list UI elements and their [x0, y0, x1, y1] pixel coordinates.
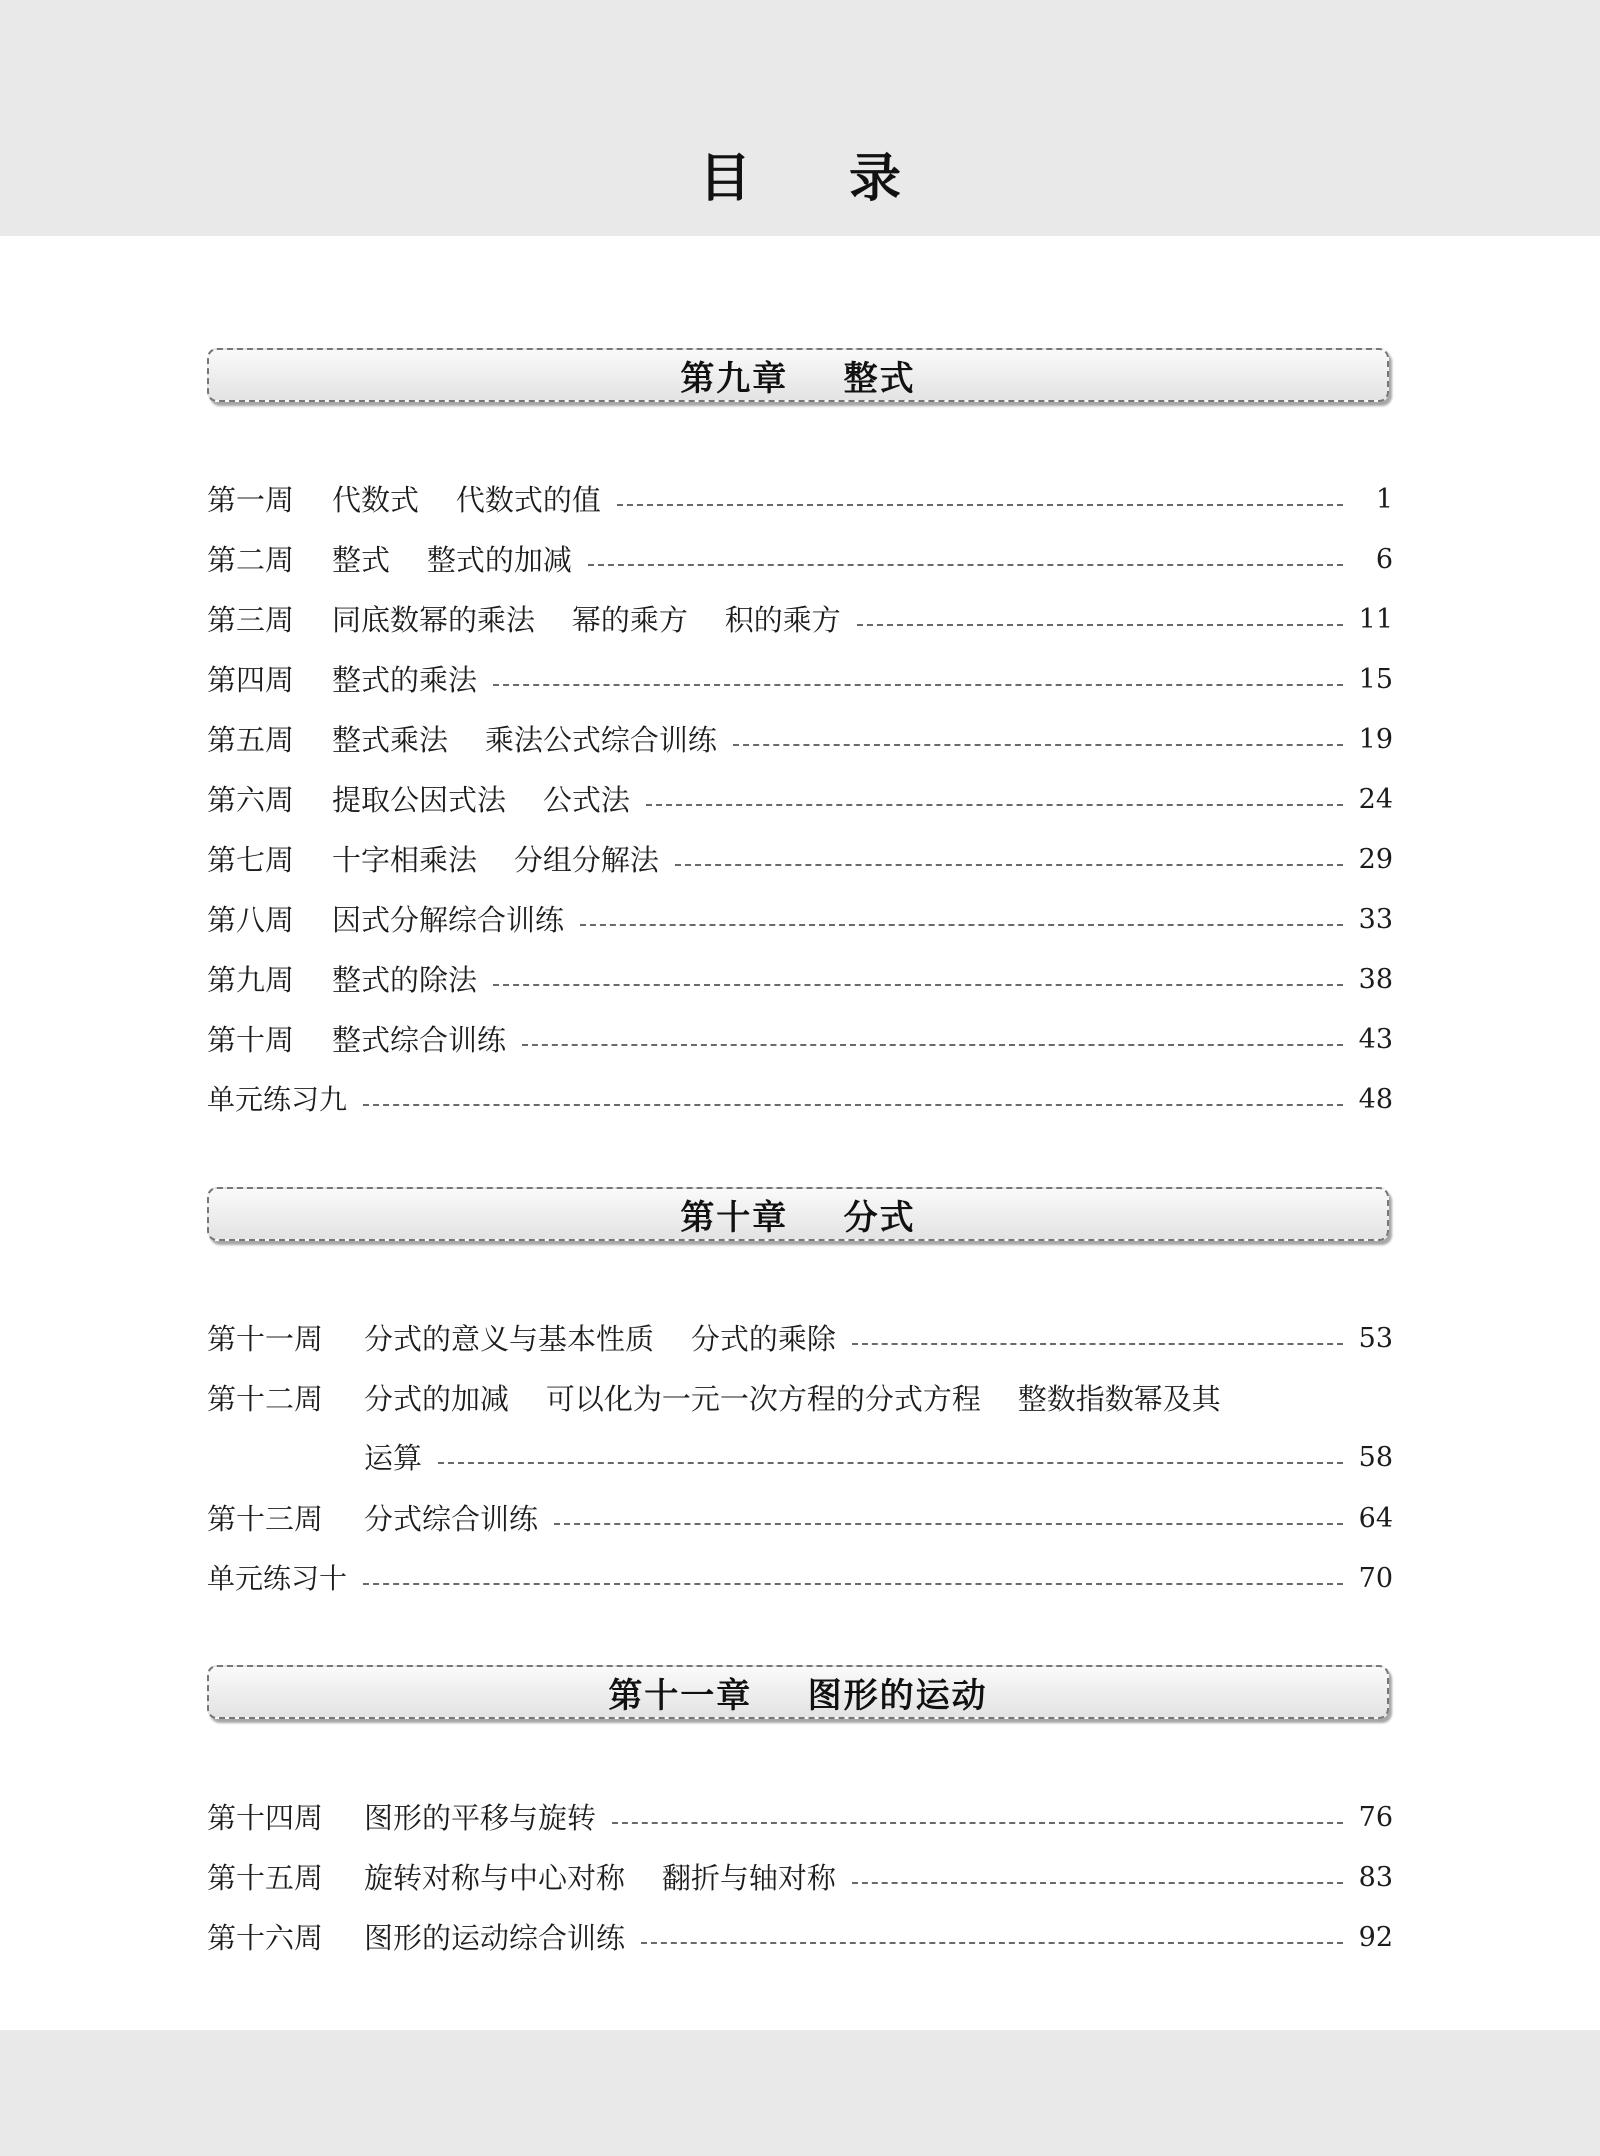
- toc-entry-title: 同底数幂的乘法 幂的乘方 积的乘方: [332, 603, 841, 637]
- toc-week-label: 第十四周: [207, 1801, 324, 1835]
- toc-page-number: 58: [1358, 1442, 1393, 1473]
- toc-entry-title: 整式的乘法: [332, 663, 478, 697]
- toc-entry[interactable]: [207, 1014, 1393, 1058]
- dot-leader: [646, 804, 1343, 806]
- toc-entry[interactable]: [207, 1313, 1393, 1357]
- toc-page-number: 1: [1375, 484, 1393, 515]
- toc-entry[interactable]: [207, 834, 1393, 878]
- toc-week-label: 第十五周: [207, 1861, 324, 1895]
- toc-entry-title: 旋转对称与中心对称 翻折与轴对称: [364, 1861, 836, 1895]
- toc-entry[interactable]: [207, 894, 1393, 938]
- toc-page-number: 6: [1375, 544, 1393, 575]
- toc-page-number: 76: [1358, 1802, 1393, 1833]
- toc-entry[interactable]: [207, 1912, 1393, 1956]
- dot-leader: [675, 864, 1343, 866]
- toc-page-number: 33: [1358, 904, 1393, 935]
- toc-entry[interactable]: [207, 474, 1393, 518]
- toc-page-number: 64: [1358, 1503, 1393, 1534]
- toc-page-number: 48: [1358, 1084, 1393, 1115]
- chapter-banner-11: [207, 1665, 1389, 1719]
- toc-week-label: 第十周: [207, 1023, 295, 1057]
- toc-entry[interactable]: [207, 774, 1393, 818]
- dot-leader: [641, 1942, 1343, 1944]
- toc-week-label: 第七周: [207, 843, 295, 877]
- toc-week-label: 第十三周: [207, 1502, 324, 1536]
- toc-page-number: 43: [1358, 1024, 1393, 1055]
- toc-entry-title: 图形的平移与旋转: [364, 1801, 597, 1835]
- toc-page-number: 19: [1358, 724, 1393, 755]
- dot-leader: [554, 1523, 1343, 1525]
- toc-page-number: 53: [1358, 1323, 1393, 1354]
- dot-leader: [493, 684, 1343, 686]
- toc-week-label: 第二周: [207, 543, 295, 577]
- toc-entry-title: 分式的加减 可以化为一元一次方程的分式方程 整数指数幂及其: [364, 1382, 1221, 1416]
- dot-leader: [363, 1583, 1343, 1585]
- chapter-title: 第九章 整式: [680, 358, 916, 399]
- dot-leader: [612, 1822, 1343, 1824]
- toc-week-label: 第十二周: [207, 1382, 324, 1416]
- toc-entry-title: 整式的除法: [332, 963, 478, 997]
- toc-week-label: 第十六周: [207, 1921, 324, 1955]
- toc-entry[interactable]: [207, 594, 1393, 638]
- toc-entry-title-continued: 运算: [364, 1441, 423, 1475]
- toc-entry-title: 整式 整式的加减: [332, 543, 572, 577]
- toc-unit-label: 单元练习十: [207, 1562, 348, 1595]
- toc-entry[interactable]: [207, 534, 1393, 578]
- toc-unit-label: 单元练习九: [207, 1083, 348, 1116]
- toc-entry[interactable]: [207, 1852, 1393, 1896]
- toc-entry-title: 代数式 代数式的值: [332, 483, 601, 517]
- dot-leader: [852, 1882, 1343, 1884]
- chapter-title: 第十一章 图形的运动: [608, 1675, 988, 1716]
- footer-band: [0, 2030, 1600, 2156]
- chapter-banner-9: [207, 348, 1389, 402]
- toc-entry[interactable]: [207, 1373, 1393, 1417]
- dot-leader: [857, 624, 1343, 626]
- toc-entry-title: 整式综合训练: [332, 1023, 507, 1057]
- toc-entry[interactable]: [207, 1792, 1393, 1836]
- toc-entry-title: 图形的运动综合训练: [364, 1921, 626, 1955]
- toc-week-label: 第四周: [207, 663, 295, 697]
- toc-week-label: 第三周: [207, 603, 295, 637]
- page-title: 目 录: [698, 149, 942, 209]
- chapter-title: 第十章 分式: [680, 1197, 916, 1238]
- dot-leader: [580, 924, 1343, 926]
- toc-page-number: 38: [1358, 964, 1393, 995]
- toc-week-label: 第一周: [207, 483, 295, 517]
- toc-entry-unit-exercise[interactable]: [207, 1553, 1393, 1597]
- dot-leader: [617, 504, 1343, 506]
- toc-week-label: 第九周: [207, 963, 295, 997]
- toc-page-number: 24: [1358, 784, 1393, 815]
- chapter-banner-10: [207, 1187, 1389, 1241]
- toc-week-label: 第八周: [207, 903, 295, 937]
- toc-entry-title: 分式的意义与基本性质 分式的乘除: [364, 1322, 836, 1356]
- toc-week-label: 第十一周: [207, 1322, 324, 1356]
- dot-leader: [363, 1104, 1343, 1106]
- toc-page-number: 83: [1358, 1862, 1393, 1893]
- toc-entry-title: 分式综合训练: [364, 1502, 539, 1536]
- toc-page-number: 29: [1358, 844, 1393, 875]
- toc-entry[interactable]: [207, 714, 1393, 758]
- toc-page-number: 70: [1358, 1563, 1393, 1594]
- dot-leader: [733, 744, 1343, 746]
- toc-entry[interactable]: [207, 1493, 1393, 1537]
- toc-entry-unit-exercise[interactable]: [207, 1074, 1393, 1118]
- toc-entry-title: 十字相乘法 分组分解法: [332, 843, 659, 877]
- toc-entry-title: 提取公因式法 公式法: [332, 783, 630, 817]
- toc-entry-title: 因式分解综合训练: [332, 903, 565, 937]
- dot-leader: [493, 984, 1343, 986]
- toc-entry[interactable]: [207, 654, 1393, 698]
- dot-leader: [438, 1462, 1343, 1464]
- toc-week-label: 第六周: [207, 783, 295, 817]
- toc-entry-continuation[interactable]: [364, 1432, 1393, 1476]
- dot-leader: [852, 1343, 1343, 1345]
- toc-entry[interactable]: [207, 954, 1393, 998]
- toc-page-number: 92: [1358, 1922, 1393, 1953]
- dot-leader: [588, 564, 1343, 566]
- toc-entry-title: 整式乘法 乘法公式综合训练: [332, 723, 717, 757]
- toc-week-label: 第五周: [207, 723, 295, 757]
- toc-page-number: 15: [1358, 664, 1393, 695]
- toc-page-number: 11: [1358, 604, 1393, 635]
- dot-leader: [522, 1044, 1343, 1046]
